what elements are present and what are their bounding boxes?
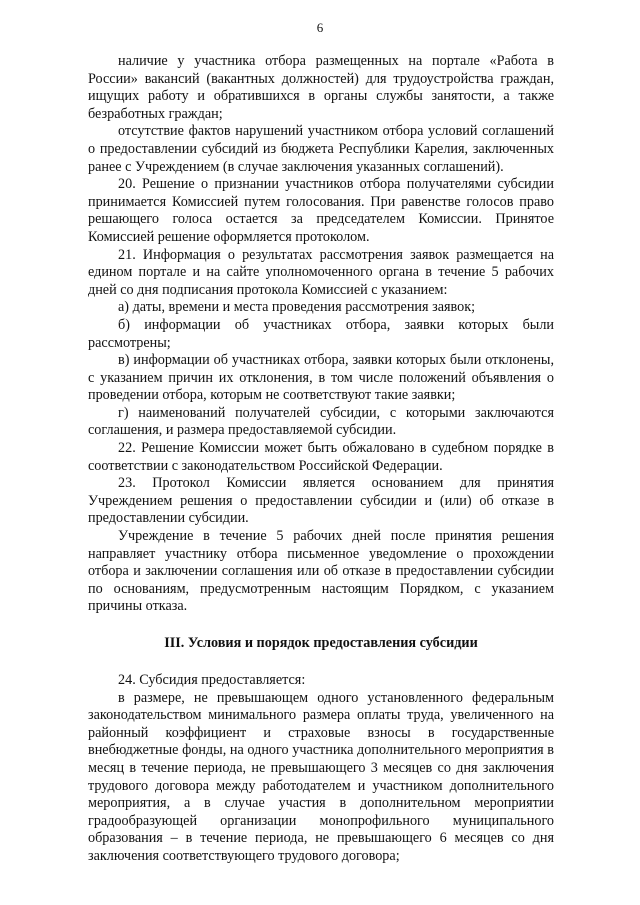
paragraph: 22. Решение Комиссии может быть обжаловано в судебном порядке в соответствии с законодательством Российской Федерации. bbox=[88, 440, 554, 474]
document-body bbox=[88, 53, 554, 866]
section-heading: III. Условия и порядок предоставления субсидии bbox=[164, 635, 478, 651]
paragraph: Учреждение в течение 5 рабочих дней после принятия решения направляет участнику отбора письменное уведомление о прохождении отбора и заключении соглашения или об отказе в предоставлении субсидии по основаниям, предусмотренным настоящим Порядком, с указанием причины отказа. bbox=[88, 528, 554, 615]
paragraph: 20. Решение о признании участников отбора получателями субсидии принимается Комиссией путем голосования. При равенстве голосов право решающего голоса остается за председателем Комиссии. Принятое Комиссией решение оформляется протоколом. bbox=[88, 176, 554, 245]
paragraph: отсутствие фактов нарушений участником отбора условий соглашений о предоставлении субсидий из бюджета Республики Карелия, заключенных ранее с Учреждением (в случае заключения указанных соглашений). bbox=[88, 123, 554, 175]
page-number: 6 bbox=[316, 20, 324, 35]
paragraph: в размере, не превышающем одного установленного федеральным законодательством минимального размера оплаты труда, увеличенного на районный коэффициент и страховые взносы в государственные внебюджетные фонды, на одного участника дополнительного мероприятия в месяц в течение периода, не превышающего 3 месяцев со дня заключения трудового договора между работодателем и участником дополнительного мероприятия, а в случае участия в дополнительном мероприятии градообразующей организации монопрофильного муниципального образования – в течение периода, не превышающего 6 месяцев со дня заключения соответствующего трудового договора; bbox=[88, 689, 554, 864]
list-item: б) информации об участниках отбора, заявки которых были рассмотрены; bbox=[88, 316, 554, 351]
paragraph: 23. Протокол Комиссии является основанием для принятия Учреждением решения о предоставлении субсидии и (или) об отказе в предоставлении субсидии. bbox=[88, 475, 554, 527]
paragraph: 21. Информация о результатах рассмотрения заявок размещается на едином портале и на сайте уполномоченного органа в течение 5 рабочих дней со дня подписания протокола Комиссией с указанием: bbox=[88, 246, 554, 298]
list-item: в) информации об участниках отбора, заявки которых были отклонены, с указанием причин их отклонения, в том числе положений объявления о проведении отбора, которым не соответствуют такие заявки; bbox=[88, 352, 554, 404]
paragraph: 24. Субсидия предоставляется: bbox=[118, 672, 306, 688]
list-item: а) даты, времени и места проведения рассмотрения заявок; bbox=[118, 299, 476, 316]
paragraph: наличие у участника отбора размещенных на портале «Работа в России» вакансий (вакантных должностей) для трудоустройства граждан, ищущих работу и обратившихся в органы службы занятости, а также безработных граждан; bbox=[88, 53, 554, 122]
list-item: г) наименований получателей субсидии, с которыми заключаются соглашения, и размера предоставляемой субсидии. bbox=[88, 404, 554, 439]
